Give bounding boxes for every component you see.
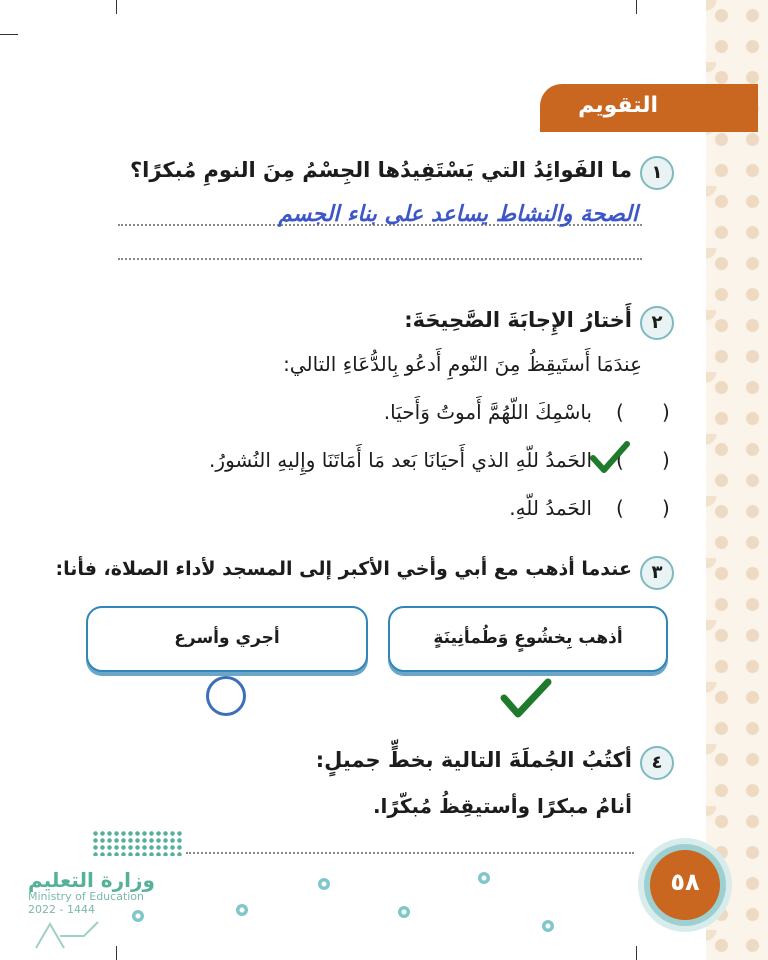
section-header bbox=[540, 84, 758, 132]
crop-mark bbox=[636, 946, 637, 960]
question-number: ٣ bbox=[640, 556, 674, 590]
decorative-flower bbox=[398, 906, 410, 918]
ministry-name-english: Ministry of Education bbox=[28, 890, 145, 903]
option-text: باسْمِكَ اللّهُمَّ أَموتُ وَأَحيَا. bbox=[383, 400, 592, 424]
question-prompt: عِندَمَا أَستَيقِظُ مِنَ النّومِ أَدعُو بِالدُّعَاءِ التالي: bbox=[283, 352, 642, 376]
check-mark-icon bbox=[590, 440, 630, 476]
question-text: أَختارُ الإِجابَةَ الصَّحِيحَةَ: bbox=[404, 308, 632, 332]
ministry-logo-dots bbox=[92, 830, 184, 856]
decorative-flower bbox=[236, 904, 248, 916]
edition-year: 2022 - 1444 bbox=[28, 903, 95, 916]
answer-bracket: ( ) bbox=[616, 448, 670, 472]
crop-mark bbox=[116, 0, 117, 14]
crop-mark bbox=[636, 0, 637, 14]
handwritten-answer: الصحة والنشاط يساعد على بناء الجسم bbox=[278, 202, 638, 227]
choice-box bbox=[86, 606, 368, 672]
question-number: ٢ bbox=[640, 306, 674, 340]
question-number: ١ bbox=[640, 156, 674, 190]
option-text: الحَمدُ للّهِ الذي أَحيَانَا بَعد مَا أَمَاتَنَا وإِليهِ النُشورُ. bbox=[209, 448, 592, 472]
choice-text: أذهب بِخشُوعٍ وَطُمأنِينَةٍ bbox=[433, 628, 623, 648]
answer-line bbox=[118, 258, 642, 260]
option-text: الحَمدُ للّهِ. bbox=[509, 496, 592, 520]
model-sentence: أنامُ مبكرًا وأستيقِظُ مُبكّرًا. bbox=[372, 794, 632, 818]
decorative-flower bbox=[478, 872, 490, 884]
question-text: عندما أذهب مع أبي وأخي الأكبر إلى المسجد لأداء الصلاة، فأنا: bbox=[55, 558, 632, 580]
ministry-logo-icon bbox=[30, 918, 110, 952]
decorative-flower bbox=[132, 910, 144, 922]
page-number-badge bbox=[650, 850, 720, 920]
answer-circle bbox=[206, 676, 246, 716]
question-number: ٤ bbox=[640, 746, 674, 780]
decorative-pattern-strip bbox=[706, 0, 768, 960]
choice-box bbox=[388, 606, 668, 672]
check-mark-icon bbox=[500, 676, 552, 722]
decorative-flower bbox=[542, 920, 554, 932]
decorative-flower bbox=[318, 878, 330, 890]
answer-bracket: ( ) bbox=[616, 400, 670, 424]
question-text: أكتُبُ الجُملَةَ التالية بخطٍّ جميلٍ: bbox=[315, 748, 632, 772]
answer-bracket: ( ) bbox=[616, 496, 670, 520]
question-text: ما الفَوائِدُ التي يَسْتَفِيدُها الجِسْمُ مِنَ النومِ مُبكرًا؟ bbox=[129, 158, 632, 182]
crop-mark bbox=[0, 34, 18, 35]
page-number: ٥٨ bbox=[670, 868, 700, 896]
section-title: التقويم bbox=[578, 93, 658, 118]
ministry-name-arabic: وزارة التعليم bbox=[28, 868, 155, 892]
choice-text: أجري وأسرع bbox=[174, 628, 280, 648]
writing-line bbox=[186, 852, 634, 854]
crop-mark bbox=[116, 946, 117, 960]
